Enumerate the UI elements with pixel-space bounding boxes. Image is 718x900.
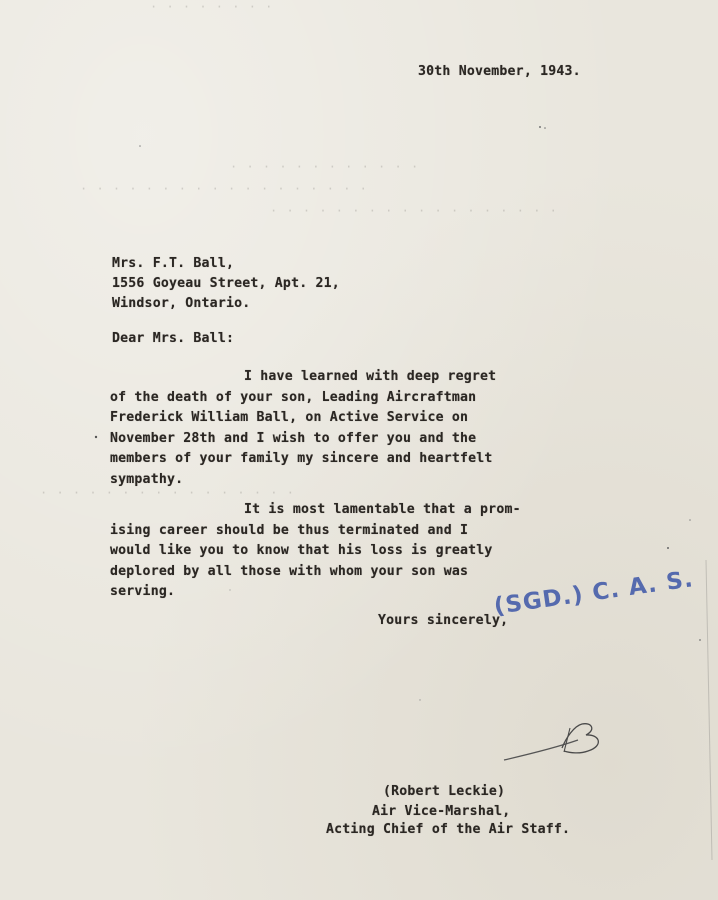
paragraph-line: of the death of your son, Leading Aircraftman	[110, 389, 477, 405]
letter-date: 30th November, 1943.	[418, 64, 581, 79]
bleed-through-text: · · · · · · · · · · · · · · · ·	[40, 486, 295, 500]
paragraph-line: deplored by all those with whom your son was	[110, 563, 469, 579]
signatory-name: (Robert Leckie)	[383, 784, 506, 799]
salutation: Dear Mrs. Ball:	[112, 331, 235, 346]
bleed-through-text: · · · · · · · ·	[150, 0, 274, 14]
paragraph-line: would like you to know that his loss is greatly	[110, 543, 493, 558]
recipient-street: 1556 Goyeau Street, Apt. 21,	[112, 276, 340, 291]
paragraph-line: I have learned with deep regret	[244, 369, 497, 384]
signatory-title: Acting Chief of the Air Staff.	[326, 822, 571, 837]
signatory-rank: Air Vice-Marshal,	[372, 804, 511, 819]
paragraph-line: ising career should be thus terminated and I	[110, 522, 469, 538]
bleed-through-text: · · · · · · · · · · · · · · · · · ·	[80, 182, 368, 196]
paragraph-line: sympathy.	[110, 471, 184, 487]
paragraph-line: serving.	[110, 584, 176, 599]
recipient-name: Mrs. F.T. Ball,	[112, 256, 235, 271]
bleed-through-text: · · · · · · · · · · · · · · · · · ·	[270, 204, 558, 218]
paragraph-line: It is most lamentable that a prom-	[244, 502, 521, 517]
paragraph-line: members of your family my sincere and heartfelt	[110, 451, 493, 466]
signed-stamp: (SGD.) C. A. S.	[492, 566, 696, 620]
bleed-through-text: · · · · · · · · · · · ·	[230, 160, 420, 174]
paragraph-line: November 28th and I wish to offer you and the	[110, 430, 477, 446]
recipient-city: Windsor, Ontario.	[112, 296, 251, 311]
closing: Yours sincerely,	[378, 613, 509, 628]
paragraph-line: Frederick William Ball, on Active Service on	[110, 410, 469, 425]
